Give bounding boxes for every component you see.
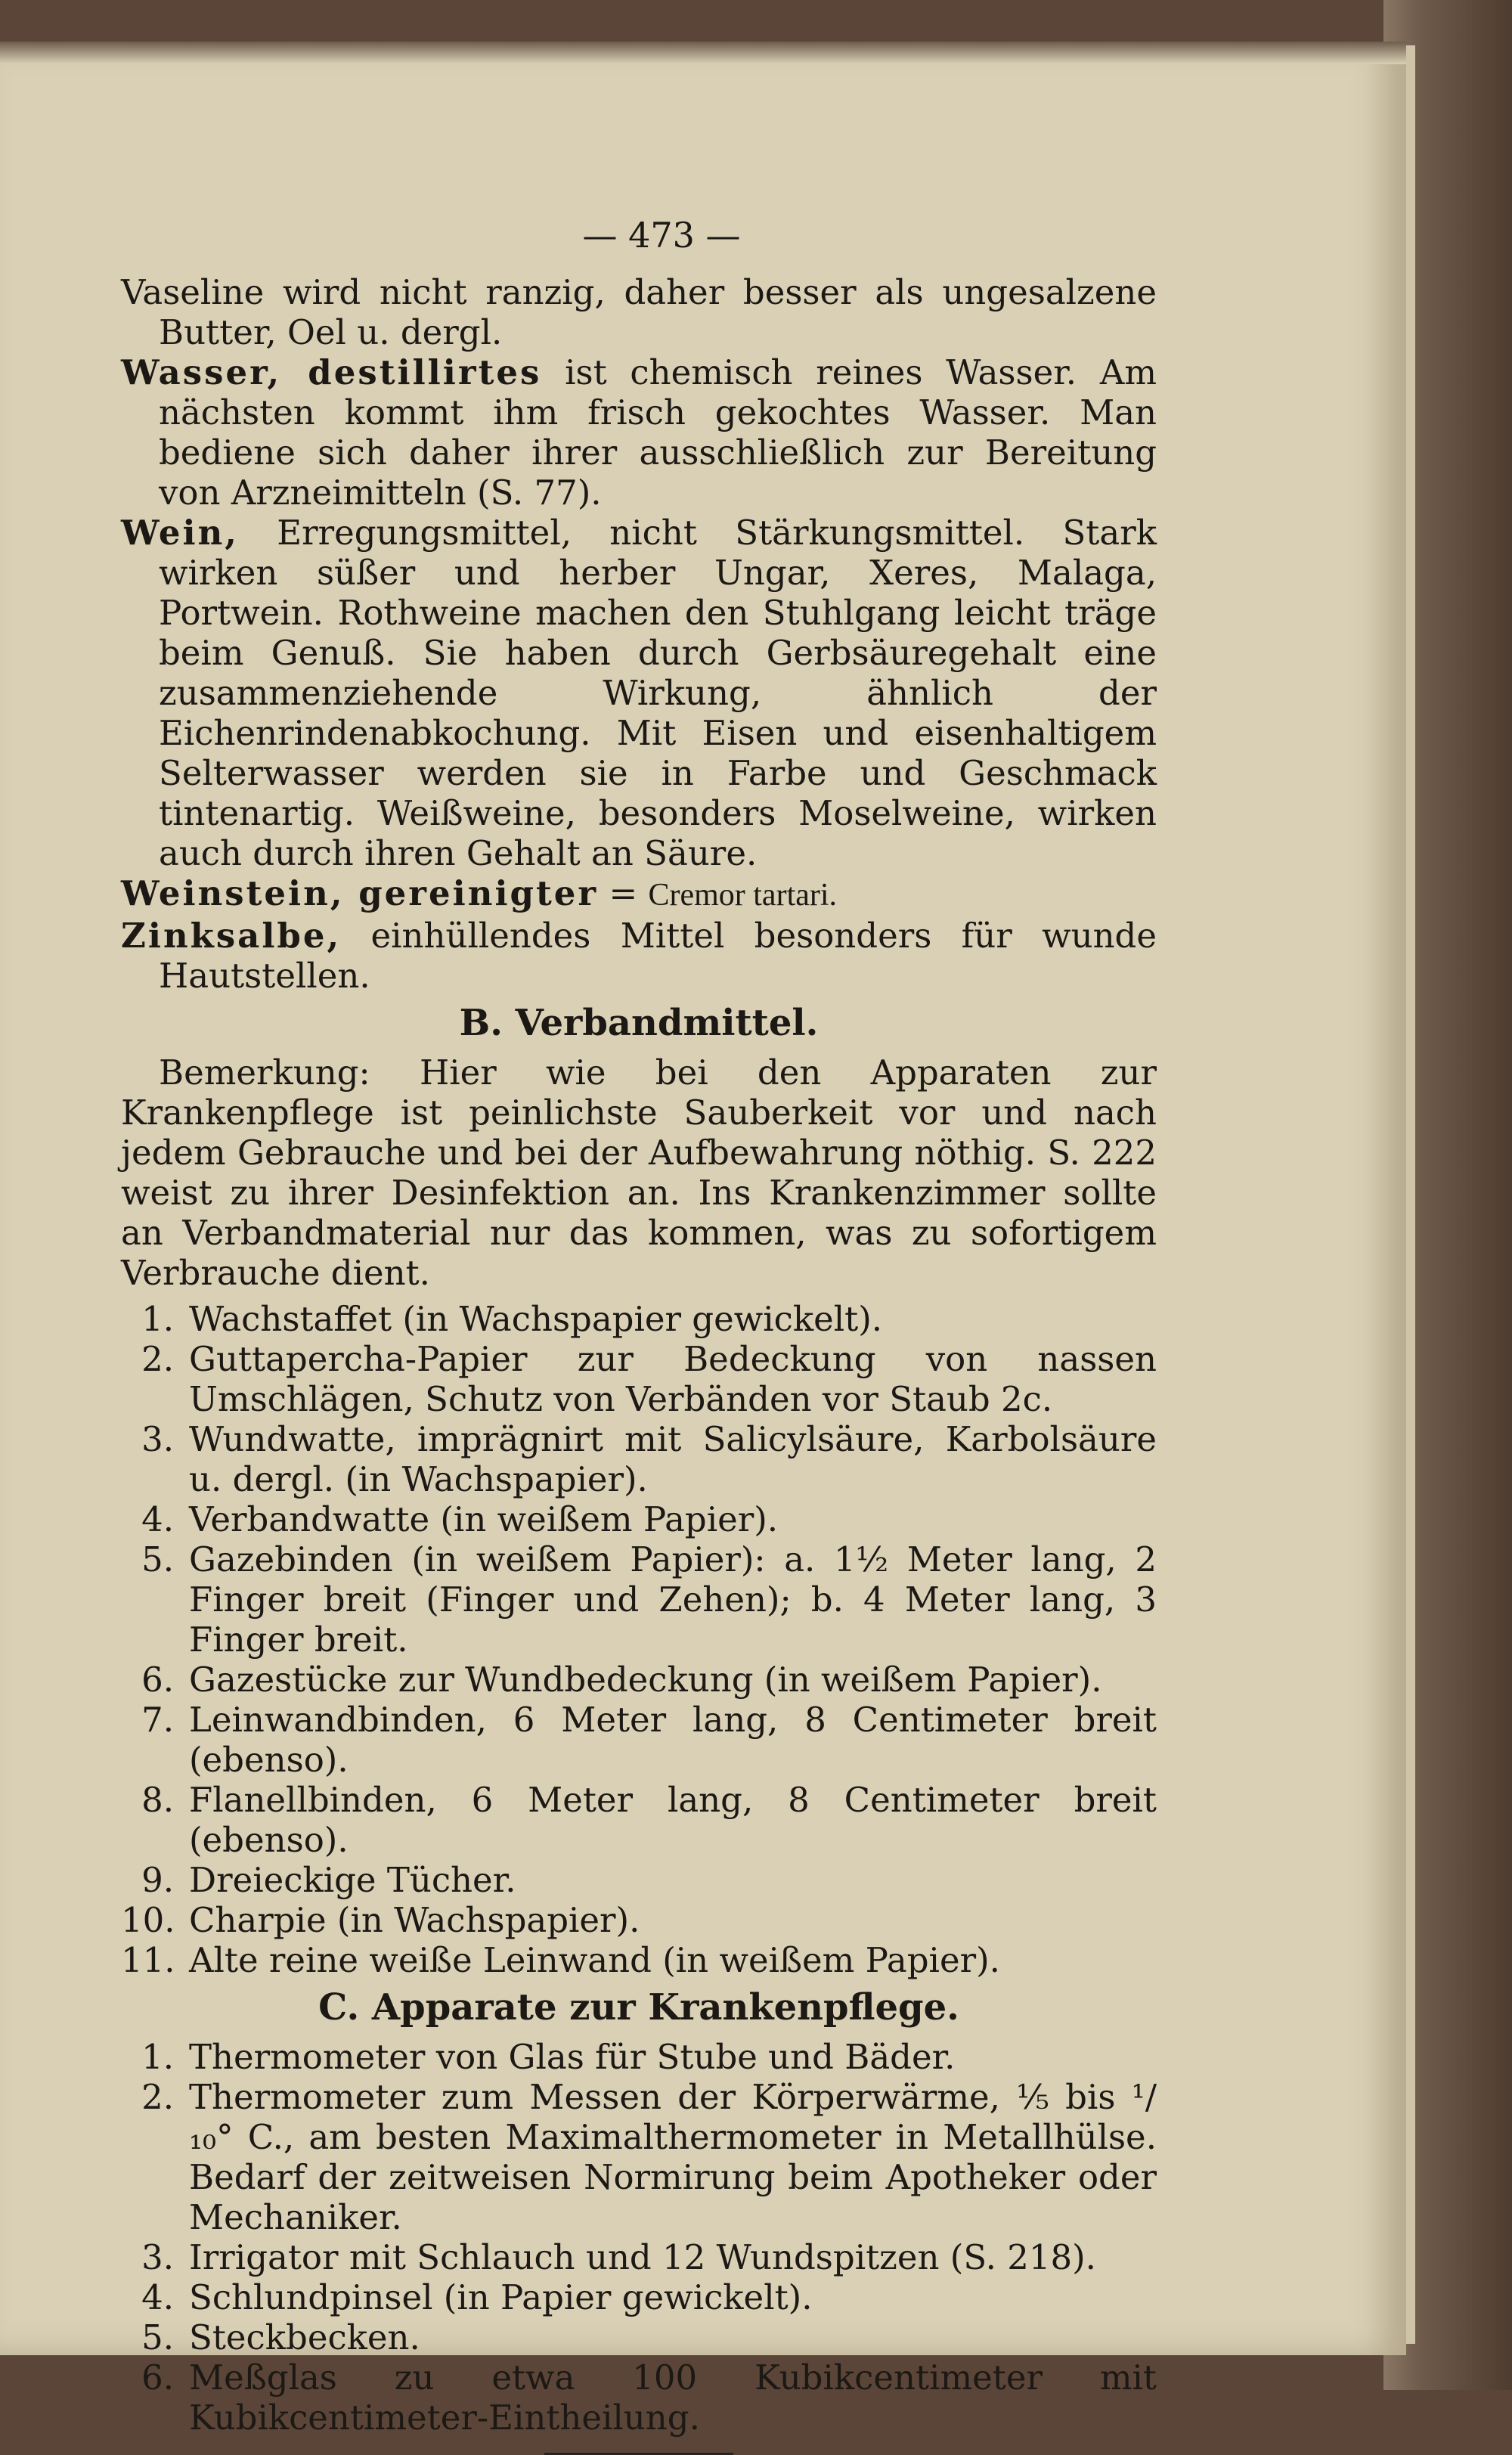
list-number: 8. — [141, 1780, 174, 1820]
list-number: 2. — [141, 2077, 174, 2117]
list-text: Meßglas zu etwa 100 Kubikcentimeter mit Kubikcentimeter-Eintheilung. — [189, 2357, 1157, 2438]
list-item — [121, 1900, 1157, 1940]
list-item — [121, 1780, 1157, 1860]
entry-text: ist chemisch reines Wasser. Am nächsten kommt ihm frisch gekochtes Wasser. Man bediene sich daher ihrer ausschließlich zur Bereitung von Arzneimitteln (S. 77). — [159, 352, 1157, 513]
entry-term: Wasser, destillirtes — [121, 352, 542, 392]
list-item — [121, 1660, 1157, 1700]
list-item — [121, 1339, 1157, 1419]
list-number: 3. — [141, 2237, 174, 2277]
list-item — [121, 1299, 1157, 1339]
section-heading-c: C. Apparate zur Krankenpflege. — [318, 1986, 959, 2029]
list-number: 5. — [141, 1539, 174, 1579]
entry-vaseline — [121, 272, 1157, 352]
entry-term: Weinstein, gereinigter — [121, 873, 599, 913]
list-text: Wachstaffet (in Wachspapier gewickelt). — [189, 1299, 883, 1339]
list-text: Thermometer zum Messen der Körperwärme, ⅕ bis ¹/₁₀° C., am besten Maximalthermometer in Metallhülse. Bedarf der zeitweisen Normirung beim Apotheker oder Mechaniker. — [189, 2077, 1157, 2237]
list-text: Irrigator mit Schlauch und 12 Wundspitzen (S. 218). — [189, 2237, 1096, 2277]
list-text: Flanellbinden, 6 Meter lang, 8 Centimeter breit (ebenso). — [189, 1780, 1157, 1860]
list-text: Dreieckige Tücher. — [189, 1860, 516, 1900]
list-number: 1. — [141, 2037, 174, 2077]
list-item — [121, 2037, 1157, 2077]
page-number: — 473 — — [582, 215, 741, 256]
list-item — [121, 1419, 1157, 1499]
entry-latin: Cremor tartari. — [648, 878, 838, 913]
list-item — [121, 2357, 1157, 2438]
list-item — [121, 1860, 1157, 1900]
list-item — [121, 2077, 1157, 2237]
list-item — [121, 2277, 1157, 2317]
list-text: Steckbecken. — [189, 2317, 420, 2357]
page-top-shadow — [0, 42, 1406, 64]
list-number: 7. — [141, 1700, 174, 1740]
list-item — [121, 2317, 1157, 2357]
entry-text: einhüllendes Mittel besonders für wunde Hautstellen. — [159, 916, 1157, 996]
apparate-list — [121, 2037, 1157, 2438]
entry-text: Erregungsmittel, nicht Stärkungsmittel. Stark wirken süßer und herber Ungar, Xeres, Malaga, Portwein. Rothweine machen den Stuhlgang leicht träge beim Genuß. Sie haben durch Gerbsäuregehalt eine zusammenziehende Wirkung, ähnlich der Eichenrindenabkochung. Mit Eisen und eisenhaltigem Selterwasser werden sie in Farbe und Geschmack tintenartig. Weißweine, besonders Moselweine, wirken auch durch ihren Gehalt an Säure. — [159, 513, 1157, 873]
list-number: 2. — [141, 1339, 174, 1379]
list-number: 6. — [141, 1660, 174, 1700]
list-number: 1. — [141, 1299, 174, 1339]
list-item — [121, 2237, 1157, 2277]
list-number: 10. — [121, 1900, 175, 1940]
list-text: Guttapercha-Papier zur Bedeckung von nassen Umschlägen, Schutz von Verbänden vor Staub 2c. — [189, 1339, 1157, 1419]
list-text: Thermometer von Glas für Stube und Bäder. — [189, 2037, 956, 2077]
entry-wasser — [121, 352, 1157, 513]
entry-weinstein — [121, 873, 1157, 916]
entry-wein — [121, 513, 1157, 873]
page-content — [121, 215, 1157, 2455]
list-text: Schlundpinsel (in Papier gewickelt). — [189, 2277, 813, 2317]
book-page — [0, 42, 1406, 2438]
list-number: 3. — [141, 1419, 174, 1459]
list-number: 5. — [141, 2317, 174, 2357]
list-text: Gazebinden (in weißem Papier): a. 1½ Meter lang, 2 Finger breit (Finger und Zehen); b. 4 Meter lang, 3 Finger breit. — [189, 1539, 1157, 1660]
entry-term: Zinksalbe, — [121, 916, 342, 956]
list-number: 11. — [121, 1940, 175, 1980]
list-text: Charpie (in Wachspapier). — [189, 1900, 640, 1940]
list-text: Wundwatte, imprägnirt mit Salicylsäure, Karbolsäure u. dergl. (in Wachspapier). — [189, 1419, 1157, 1499]
section-heading-b: B. Verbandmittel. — [459, 1002, 819, 1044]
list-number: 4. — [141, 1499, 174, 1539]
entry-term: Wein, — [121, 513, 239, 553]
list-number: 6. — [141, 2357, 174, 2398]
entry-zinksalbe — [121, 916, 1157, 996]
entry-text: Vaseline wird nicht ranzig, daher besser als ungesalzene Butter, Oel u. dergl. — [121, 272, 1157, 352]
list-text: Leinwandbinden, 6 Meter lang, 8 Centimeter breit (ebenso). — [189, 1700, 1157, 1780]
list-item — [121, 1940, 1157, 1980]
list-text: Gazestücke zur Wundbedeckung (in weißem Papier). — [189, 1660, 1102, 1700]
list-number: 9. — [141, 1860, 174, 1900]
list-text: Alte reine weiße Leinwand (in weißem Papier). — [189, 1940, 1000, 1980]
list-number: 4. — [141, 2277, 174, 2317]
entry-text: = — [598, 873, 649, 913]
verbandmittel-list — [121, 1299, 1157, 1980]
section-b-remark: Bemerkung: Hier wie bei den Apparaten zur Krankenpflege ist peinlichste Sauberkeit vor und nach jedem Gebrauche und bei der Aufbewahrung nöthig. S. 222 weist zu ihrer Desinfektion an. Ins Krankenzimmer sollte an Verbandmaterial nur das kommen, was zu sofortigem Verbrauche dient. — [121, 1052, 1157, 1293]
list-item — [121, 1700, 1157, 1780]
list-text: Verbandwatte (in weißem Papier). — [189, 1499, 779, 1539]
list-item — [121, 1539, 1157, 1660]
list-item — [121, 1499, 1157, 1539]
